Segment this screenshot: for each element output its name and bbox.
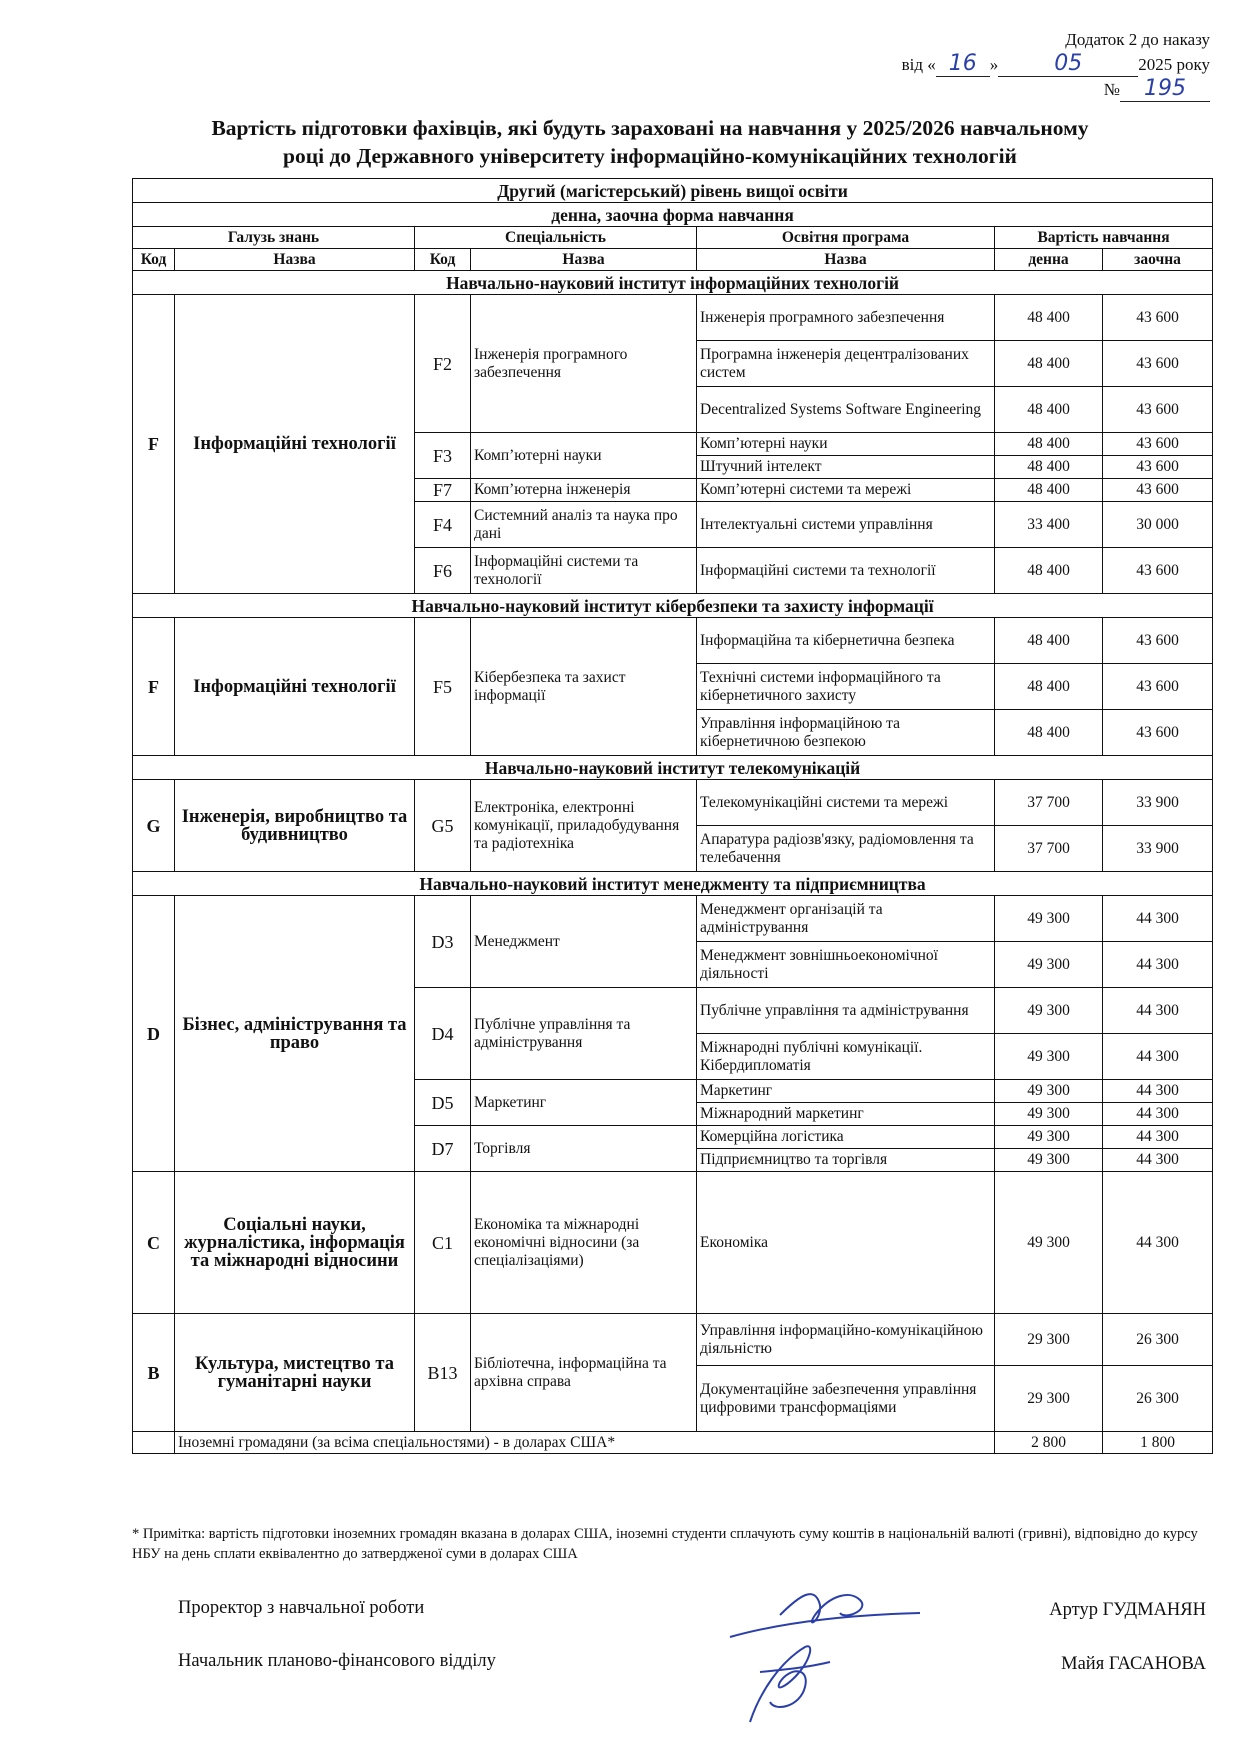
section-header: Навчально-науковий інститут інформаційних технологій <box>133 271 1213 295</box>
table-row: B Культура, мистецтво та гуманітарні науки B13 Бібліотечна, інформаційна та архівна справа Управління інформаційно-комунікаційною діяльністю 29 300 26 300 <box>133 1314 1213 1366</box>
table-row: D Бізнес, адміністрування та право D3 Менеджмент Менеджмент організацій та адміністрування 49 300 44 300 <box>133 896 1213 942</box>
col-cost-header: Вартість навчання <box>995 227 1213 249</box>
col-name-header: Назва <box>471 249 697 271</box>
order-number-line: № 195 <box>870 77 1210 102</box>
table-row: Міжнародні публічні комунікації. Кібердипломатія 49 300 44 300 <box>133 1034 1213 1080</box>
table-row: Апаратура радіозв'язку, радіомовлення та телебачення 37 700 33 900 <box>133 826 1213 872</box>
order-number: 195 <box>1120 77 1210 102</box>
foreign-students-row: Іноземні громадяни (за всіма спеціальностями) - в доларах США* 2 800 1 800 <box>133 1432 1213 1454</box>
order-annex-label: Додаток 2 до наказу <box>1065 30 1210 49</box>
col-program-header: Освітня програма <box>697 227 995 249</box>
col-spec-header: Спеціальність <box>415 227 697 249</box>
order-header <box>870 28 1210 102</box>
table-row: F3 Комп’ютерні науки Комп’ютерні науки 48 400 43 600 <box>133 433 1213 456</box>
table-row: D4 Публічне управління та адміністрування Публічне управління та адміністрування 49 300 44 300 <box>133 988 1213 1034</box>
col-field-header: Галузь знань <box>133 227 415 249</box>
document-title: Вартість підготовки фахівців, які будуть зараховані на навчання у 2025/2026 навчальному році до Державного університету інформаційно-комунікаційних технологій <box>211 116 1089 168</box>
table-row: G Інженерія, виробництво та будивництво G5 Електроніка, електронні комунікації, приладобудування та радіотехніка Телекомунікаційні системи та мережі 37 700 33 900 <box>133 780 1213 826</box>
table-row: Міжнародний маркетинг 49 300 44 300 <box>133 1103 1213 1126</box>
table-row: Управління інформаційною та кібернетичною безпекою 48 400 43 600 <box>133 710 1213 756</box>
table-row: F6 Інформаційні системи та технології Інформаційні системи та технології 48 400 43 600 <box>133 548 1213 594</box>
col-name-header: Назва <box>697 249 995 271</box>
col-part-time-header: заочна <box>1103 249 1213 271</box>
table-row: Штучний інтелект 48 400 43 600 <box>133 456 1213 479</box>
table-row: C Соціальні науки, журналістика, інформація та міжнародні відносини C1 Економіка та міжнародні економічні відносини (за спеціалізаціями) Економіка 49 300 44 300 <box>133 1172 1213 1314</box>
signer-role-2: Начальник планово-фінансового відділу <box>178 1651 496 1671</box>
table-row: D7 Торгівля Комерційна логістика 49 300 44 300 <box>133 1126 1213 1149</box>
col-code-header: Код <box>415 249 471 271</box>
order-month: 05 <box>998 52 1138 77</box>
footnote: * Примітка: вартість підготовки іноземних громадян вказана в доларах США, іноземні студенти сплачують суму коштів в національній валюті (гривні), відповідно до курсу НБУ на день сплати еквівалентно до затвердженої суми в доларах США <box>132 1526 1198 1562</box>
order-date-line: від « 16 » 05 2025 року <box>901 51 1210 76</box>
signer-name-1: Артур ГУДМАНЯН <box>1049 1600 1206 1620</box>
form-header: денна, заочна форма навчання <box>133 203 1213 227</box>
table-row: F4 Системний аналіз та наука про дані Інтелектуальні системи управління 33 400 30 000 <box>133 502 1213 548</box>
level-header: Другий (магістерський) рівень вищої освіти <box>133 179 1213 203</box>
table-row: F Інформаційні технології F2 Інженерія програмного забезпечення Інженерія програмного забезпечення 48 400 43 600 <box>133 295 1213 341</box>
section-header: Навчально-науковий інститут менеджменту та підприємництва <box>133 872 1213 896</box>
col-name-header: Назва <box>175 249 415 271</box>
signature-2 <box>735 1632 845 1732</box>
cost-table <box>132 178 1213 1454</box>
table-row: D5 Маркетинг Маркетинг 49 300 44 300 <box>133 1080 1213 1103</box>
col-full-time-header: денна <box>995 249 1103 271</box>
section-header: Навчально-науковий інститут телекомунікацій <box>133 756 1213 780</box>
order-day: 16 <box>936 52 990 77</box>
col-code-header: Код <box>133 249 175 271</box>
signer-role-1: Проректор з навчальної роботи <box>178 1598 425 1618</box>
section-header: Навчально-науковий інститут кібербезпеки та захисту інформації <box>133 594 1213 618</box>
table-row: Документаційне забезпечення управління цифровими трансформаціями 29 300 26 300 <box>133 1366 1213 1432</box>
table-row: Технічні системи інформаційного та кібернетичного захисту 48 400 43 600 <box>133 664 1213 710</box>
table-row: Decentralized Systems Software Engineering 48 400 43 600 <box>133 387 1213 433</box>
table-row: F7 Комп’ютерна інженерія Комп’ютерні системи та мережі 48 400 43 600 <box>133 479 1213 502</box>
table-row: Програмна інженерія децентралізованих систем 48 400 43 600 <box>133 341 1213 387</box>
signer-name-2: Майя ГАСАНОВА <box>1061 1654 1206 1674</box>
table-row: Менеджмент зовнішньоекономічної діяльності 49 300 44 300 <box>133 942 1213 988</box>
table-row: F Інформаційні технології F5 Кібербезпека та захист інформації Інформаційна та кібернетична безпека 48 400 43 600 <box>133 618 1213 664</box>
table-row: Підприємництво та торгівля 49 300 44 300 <box>133 1149 1213 1172</box>
